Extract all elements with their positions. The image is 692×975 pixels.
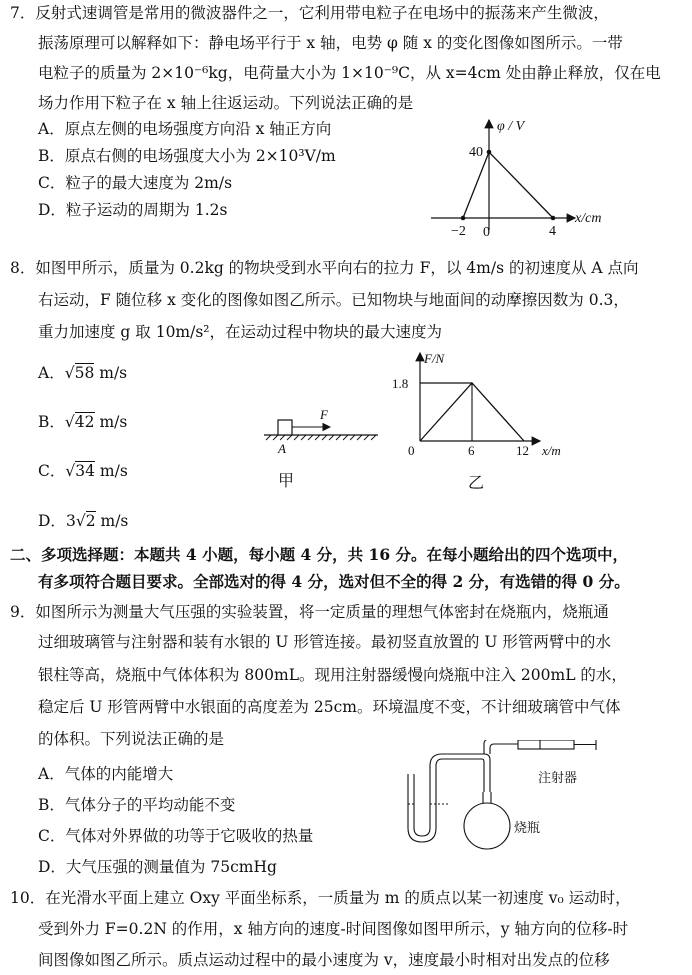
q9-line-4: 稳定后 U 形管两臂中水银面的高度差为 25cm。环境温度不变，不计细玻璃管中气体 (38, 698, 621, 716)
q7-x-tick-neg2: −2 (451, 224, 466, 239)
q9-option-a[interactable]: A．气体的内能增大 (38, 765, 174, 783)
q7-x-tick-0: 0 (483, 225, 490, 240)
q7-peak-label: 40 (469, 145, 483, 160)
q7-line-2: 振荡原理可以解释如下：静电场平行于 x 轴，电势 φ 随 x 的变化图像如图所示。一带 (38, 34, 623, 52)
q7-line-3: 电粒子的质量为 2×10⁻⁶kg，电荷量大小为 1×10⁻⁹C，从 x=4cm 处由静止释放，仅在电 (38, 64, 661, 82)
q8-x-tick-0: 0 (408, 443, 415, 458)
glass-tube (430, 754, 490, 792)
sqrt-symbol-icon: √ (65, 462, 76, 480)
syringe-label: 注射器 (538, 770, 578, 785)
q7-left-point (461, 216, 466, 221)
flask-icon (464, 792, 510, 849)
q9-option-b[interactable]: B．气体分子的平均动能不变 (38, 796, 236, 814)
q7-x-tick-4: 4 (549, 224, 556, 239)
q8-figure-jia (258, 402, 388, 494)
block (278, 420, 292, 435)
q7-potential-line (463, 152, 553, 218)
caption-jia: 甲 (278, 473, 295, 490)
q8-x-tick-12: 12 (516, 443, 529, 458)
q8-x-label: x/m (542, 443, 561, 458)
ground-hatch (266, 435, 376, 440)
q9-option-c[interactable]: C．气体对外界做的功等于它吸收的热量 (38, 827, 314, 845)
q7-option-a[interactable]: A．原点左侧的电场强度方向沿 x 轴正方向 (38, 120, 332, 138)
q10-line-2: 受到外力 F=0.2N 的作用，x 轴方向的速度-时间图像如图甲所示，y 轴方向的位移-时 (38, 920, 629, 938)
q7-option-d[interactable]: D．粒子运动的周期为 1.2s (38, 201, 228, 219)
q9-option-d[interactable]: D．大气压强的测量值为 75cmHg (38, 858, 277, 876)
q7-x-label: x/cm (575, 211, 602, 226)
q7-right-point (551, 216, 556, 221)
q7-option-c[interactable]: C．粒子的最大速度为 2m/s (38, 174, 233, 192)
q8-y-label: F/N (424, 351, 445, 366)
q7-y-label: φ / V (497, 119, 525, 134)
tube-to-syringe (484, 740, 518, 754)
force-label: F (320, 407, 328, 422)
section-2-line-1: 二、多项选择题：本题共 4 小题，每小题 4 分，共 16 分。在每小题给出的四个选项中， (10, 545, 629, 564)
flask-label: 烧瓶 (514, 820, 541, 835)
sqrt-symbol-icon: √ (64, 413, 75, 431)
section-2-line-2: 有多项符合题目要求。全部选对的得 4 分，选对但不全的得 2 分，有选错的得 0 分。 (38, 572, 630, 591)
q7-option-b[interactable]: B．原点右侧的电场强度大小为 2×10³V/m (38, 147, 336, 165)
sqrt-symbol-icon: √ (64, 364, 75, 382)
q8-option-c[interactable]: C．√34 m/s (38, 462, 128, 480)
q8-x-tick-6: 6 (468, 443, 475, 458)
sqrt-symbol-icon: √ (75, 512, 86, 530)
q9-line-5: 的体积。下列说法正确的是 (38, 730, 225, 748)
q7-peak-point (487, 150, 492, 155)
q8-figure-yi (388, 345, 588, 497)
q8-y-tick: 1.8 (392, 376, 409, 391)
q8-line-1: 8．如图甲所示，质量为 0.2kg 的物块受到水平向右的拉力 F，以 4m/s 的初速度从 A 点向 (10, 259, 639, 277)
q8-line-2: 右运动，F 随位移 x 变化的图像如图乙所示。已知物块与地面间的动摩擦因数为 0.3， (38, 291, 629, 309)
q9-apparatus-figure (400, 740, 610, 852)
q9-line-1: 9．如图所示为测量大气压强的实验装置，将一定质量的理想气体密封在烧瓶内，烧瓶通 (10, 603, 609, 621)
q8-option-d[interactable]: D．3√2 m/s (38, 512, 129, 530)
q9-line-3: 银柱等高，烧瓶中气体体积为 800mL。现用注射器缓慢向烧瓶中注入 200mL 的水， (38, 666, 627, 684)
q10-line-1: 10．在光滑水平面上建立 Oxy 平面坐标系，一质量为 m 的质点以某一初速度 v₀ 运动时， (10, 889, 631, 907)
q7-potential-graph (425, 112, 625, 244)
syringe-icon (518, 740, 596, 750)
q7-line-1: 7．反射式速调管是常用的微波器件之一，它利用带电粒子在电场中的振荡来产生微波， (10, 4, 609, 22)
q7-line-4: 场力作用下粒子在 x 轴上往返运动。下列说法正确的是 (38, 94, 414, 112)
point-a-label: A (278, 441, 286, 456)
q9-line-2: 过细玻璃管与注射器和装有水银的 U 形管连接。最初竖直放置的 U 形管两臂中的水 (38, 633, 611, 651)
q8-option-a[interactable]: A．√58 m/s (38, 364, 128, 382)
q10-line-3: 间图像如图乙所示。质点运动过程中的最小速度为 v，速度最小时相对出发点的位移 (38, 951, 610, 969)
q8-line-3: 重力加速度 g 取 10m/s²，在运动过程中物块的最大速度为 (38, 323, 443, 341)
q8-option-b[interactable]: B．√42 m/s (38, 413, 128, 431)
caption-yi: 乙 (468, 475, 485, 492)
